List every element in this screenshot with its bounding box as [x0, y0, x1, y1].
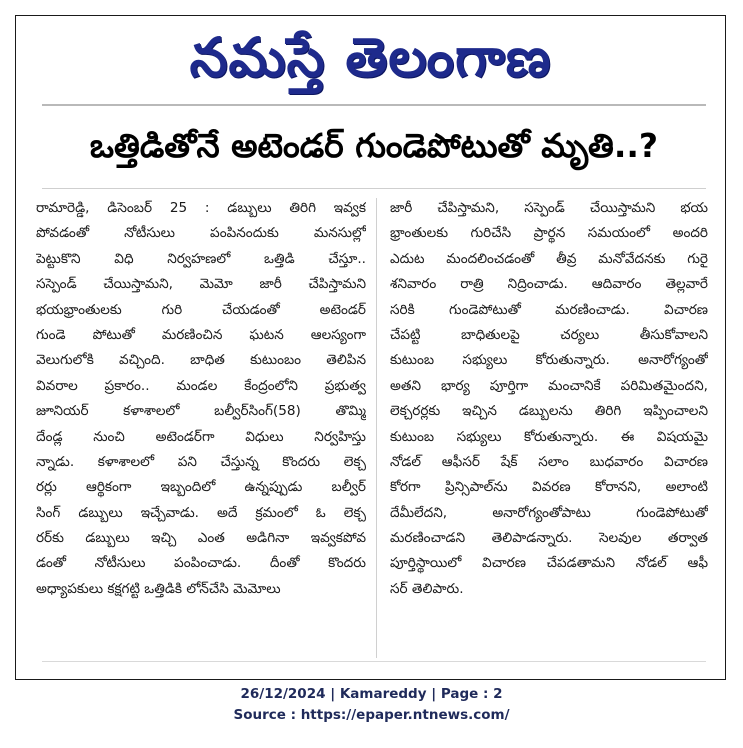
article-text-line: సింగ్ డబ్బులు ఇచ్చేవాడు. అదే క్రమంలో ఓ లెక్చ [36, 504, 366, 521]
footer-source-link[interactable]: Source : https://epaper.ntnews.com/ [233, 707, 510, 723]
article-text-line: భ్రాంతులకు గురిచేసి ప్రార్థన సమయంలో అందరి [390, 225, 708, 242]
article-text-line: అధ్యాపకులు కక్షగట్టి ఒత్తిడికి లోన్‌చేసి మెమోలు [36, 580, 281, 597]
source-footer [0, 684, 743, 726]
article-text-line: శనివారం రాత్రి నిద్రించాడు. ఆదివారం తెల్లవారే [390, 276, 708, 293]
article-text-line: వెలుగులోకి వచ్చింది. బాధిత కుటుంబం తెలిపిన [36, 352, 366, 369]
article-text-line: డంతో నోటీసులు పంపించాడు. దీంతో కొందరు [36, 555, 366, 572]
article-text-line: దేండ్ల నుంచి అటెండర్‌గా విధులు నిర్వహిస్తు [36, 428, 366, 445]
article-column-left [36, 196, 366, 602]
footer-date-edition: 26/12/2024 | Kamareddy | Page : 2 [240, 686, 503, 702]
article-text-line: కుటుంబ సభ్యులు కోరుతున్నారు. అనారోగ్యంతో [390, 352, 708, 369]
article-text-line: రర్లు ఆర్థికంగా ఇబ్బందిలో ఉన్నప్పుడు బల్వీర్ [36, 479, 366, 496]
article-headline: ఒత్తిడితోనే అటెండర్ గుండెపోటుతో మృతి..? [89, 126, 659, 165]
bottom-rule [42, 661, 706, 662]
masthead-logo: నమస్తే తెలంగాణ [189, 26, 552, 89]
article-text-line: రామారెడ్డి, డిసెంబర్ 25 : డబ్బులు తిరిగి ఇవ్వక [36, 200, 366, 216]
article-text-line: భయభ్రాంతులకు గురి చేయడంతో అటెండర్ [36, 301, 366, 318]
article-text-line: కుటుంబ సభ్యులు కోరుతున్నారు. ఈ విషయమై [390, 428, 708, 445]
article-text-line: పెట్టుకొని విధి నిర్వహణలో ఒత్తిడి చేస్తూ.. [36, 250, 366, 267]
article-text-line: దేమీలేదని, అనారోగ్యంతోపాటు గుండెపోటుతో [390, 504, 708, 521]
article-text-line: పోవడంతో నోటీసులు పంపినందుకు మనసుల్లో [36, 225, 366, 242]
article-column-right [390, 196, 708, 602]
article-text-line: న్నాడు. కళాశాలలో పని చేస్తున్న కొందరు లెక్చ [36, 453, 366, 470]
masthead-rule [42, 104, 706, 106]
article-text-line: సర్ తెలిపారు. [390, 580, 464, 597]
article-text-line: నోడల్ ఆఫీసర్ షేక్ సలాం బుధవారం విచారణ [390, 453, 708, 470]
article-text-line: జారీ చేపిస్తామని, సస్పెండ్ చేయిస్తామని భయ [390, 200, 708, 216]
headline-rule [42, 188, 706, 189]
article-text-line: రర్‌కు డబ్బులు ఇచ్చి ఎంత అడిగినా ఇవ్వకపోవ [36, 530, 366, 547]
article-text-line: జూనియర్ కళాశాలలో బల్వీర్‌సింగ్(58) తొమ్మి [36, 403, 366, 420]
article-text-line: మరణించాడని తెలిపాడన్నారు. సెలవుల తర్వాత [390, 530, 708, 547]
article-text-line: కోరగా ప్రిన్సిపాల్‌ను వివరణ కోరానని, అలాంటి [390, 479, 708, 496]
article-text-line: చేపట్టి బాధితులపై చర్యలు తీసుకోవాలని [390, 326, 708, 343]
article-text-line: గుండె పోటుతో మరణించిన ఘటన ఆలస్యంగా [36, 326, 366, 343]
column-divider [376, 198, 377, 658]
article-text-line: వివరాల ప్రకారం.. మండల కేంద్రంలోని ప్రభుత్వ [36, 377, 366, 394]
article-text-line: పూర్తిస్థాయిలో విచారణ చేపడతామని నోడల్ ఆఫీ [390, 555, 708, 572]
article-text-line: ఎదుట మందలించడంతో తీవ్ర మనోవేదనకు గురై [390, 250, 708, 267]
newspaper-clipping [15, 15, 726, 680]
article-text-line: అతని భార్య పూర్తిగా మంచానికే పరిమితమైందని, [390, 377, 708, 394]
article-text-line: లెక్చరర్లకు ఇచ్చిన డబ్బులను తిరిగి ఇప్పించాలని [390, 403, 708, 420]
masthead [16, 16, 725, 108]
article-text-line: సస్పెండ్ చేయిస్తామని, మెమో జారీ చేపిస్తామని [36, 276, 366, 293]
article-text-line: సరికి గుండెపోటుతో మరణించాడు. విచారణ [390, 301, 708, 318]
